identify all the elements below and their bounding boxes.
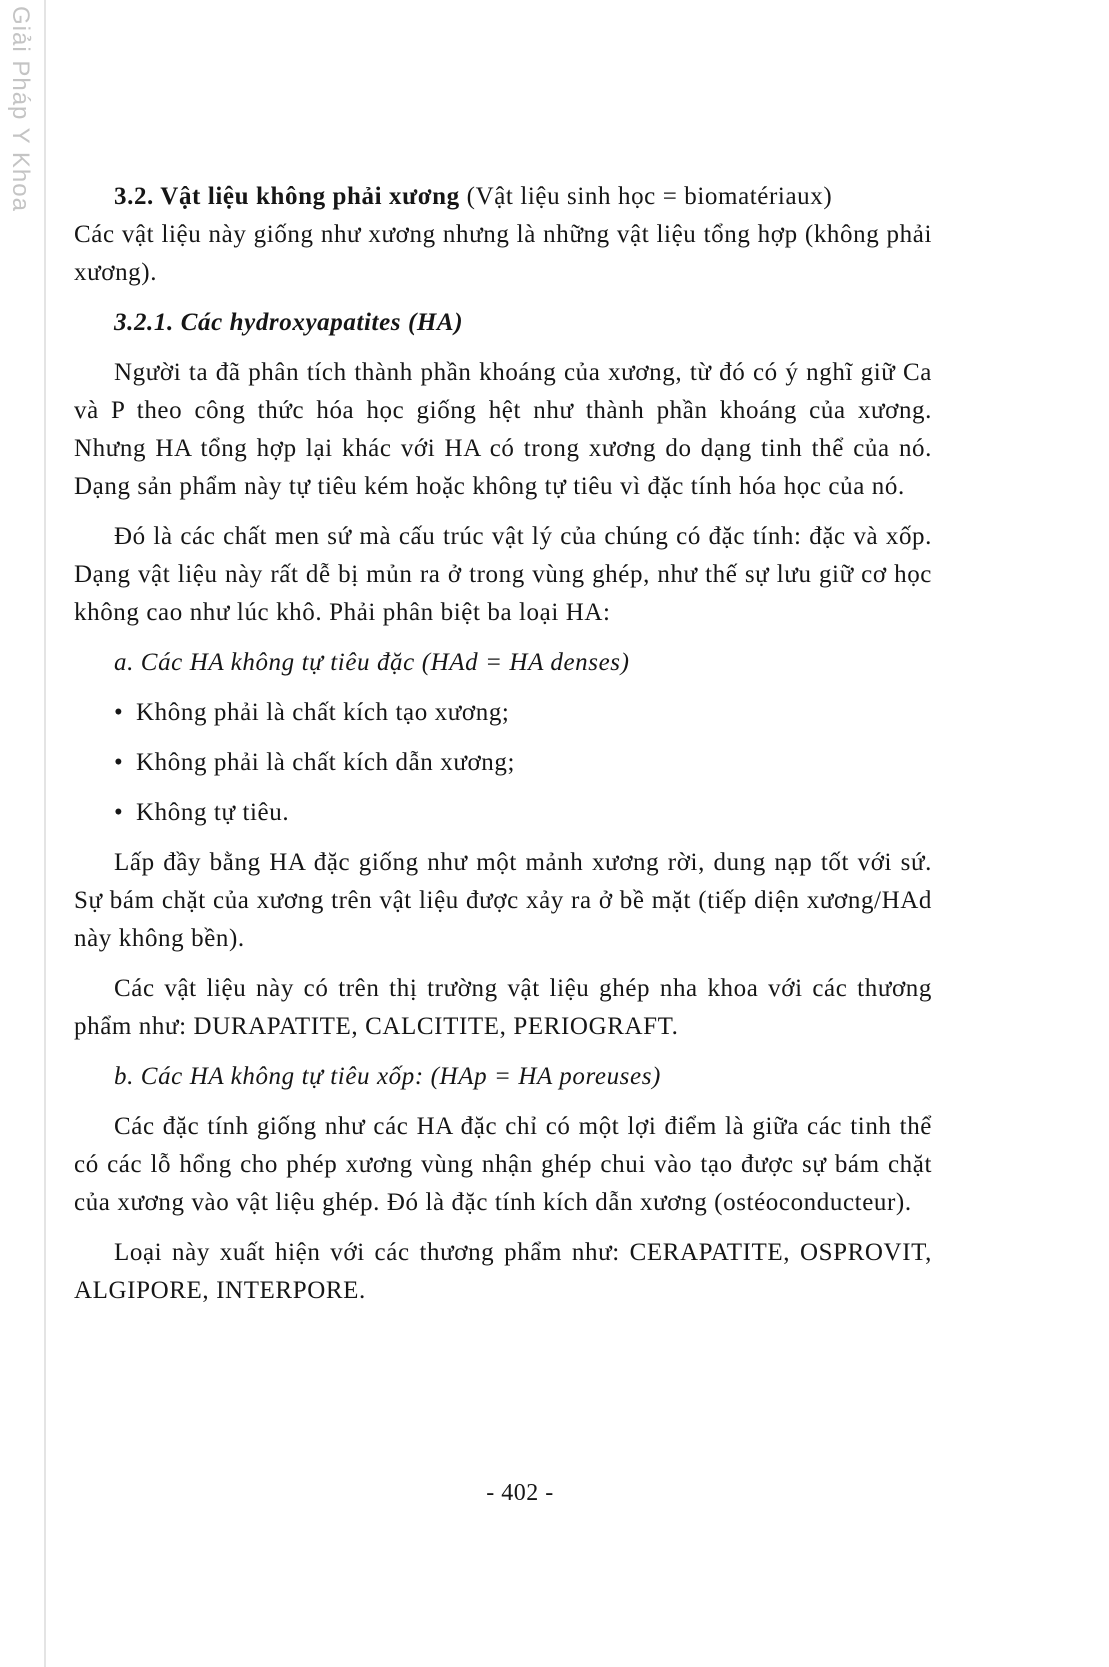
section-intro: Các vật liệu này giống như xương nhưng là những vật liệu tổng hợp (không phải xương). — [74, 221, 932, 286]
bullet-icon: • — [114, 749, 124, 776]
watermark-text: Giải Pháp Y Khoa — [7, 6, 34, 212]
bullet-item — [74, 794, 932, 832]
paragraph: Người ta đã phân tích thành phần khoáng của xương, từ đó có ý nghĩ giữ Ca và P theo công thức hóa học giống hệt như thành phần khoáng của xương. Nhưng HA tổng hợp lại khác với HA có trong xương do dạng tinh thể của nó. Dạng sản phẩm này tự tiêu kém hoặc không tự tiêu vì đặc tính hóa học của nó. — [74, 359, 932, 500]
paragraph: Loại này xuất hiện với các thương phẩm như: CERAPATITE, OSPROVIT, ALGIPORE, INTERPORE. — [74, 1239, 932, 1304]
section-title-note: (Vật liệu sinh học = biomatériaux) — [459, 183, 833, 210]
page-number: - 402 - — [486, 1480, 554, 1506]
paragraph: Đó là các chất men sứ mà cấu trúc vật lý của chúng có đặc tính: đặc và xốp. Dạng vật liệu này rất dễ bị mủn ra ở trong vùng ghép, như thế sự lưu giữ cơ học không cao như lúc khô. Phải phân biệt ba loại HA: — [74, 523, 932, 626]
page-edge-divider — [44, 0, 46, 1667]
section-title: 3.2. Vật liệu không phải xương — [114, 183, 460, 210]
type-b-heading: b. Các HA không tự tiêu xốp: (HAp = HA poreuses) — [114, 1063, 661, 1090]
bullet-item — [74, 694, 932, 732]
paragraph: Các đặc tính giống như các HA đặc chỉ có một lợi điểm là giữa các tinh thể có các lỗ hổng cho phép xương vùng nhận ghép chui vào tạo được sự bám chặt của xương vào vật liệu ghép. Đó là đặc tính kích dẫn xương (ostéoconducteur). — [74, 1113, 932, 1216]
bullet-text: Không phải là chất kích dẫn xương; — [136, 749, 516, 776]
paragraph: Các vật liệu này có trên thị trường vật liệu ghép nha khoa với các thương phẩm như: DURAPATITE, CALCITITE, PERIOGRAFT. — [74, 975, 932, 1040]
bullet-icon: • — [114, 699, 124, 726]
bullet-icon: • — [114, 799, 124, 826]
page-body — [74, 178, 932, 1310]
bullet-text: Không tự tiêu. — [136, 799, 290, 826]
type-a-heading: a. Các HA không tự tiêu đặc (HAd = HA denses) — [114, 649, 630, 676]
bullet-item — [74, 744, 932, 782]
section-heading — [74, 178, 932, 216]
subsection-title: 3.2.1. Các hydroxyapatites (HA) — [114, 309, 464, 336]
paragraph: Lấp đầy bằng HA đặc giống như một mảnh xương rời, dung nạp tốt với sứ. Sự bám chặt của xương trên vật liệu được xảy ra ở bề mặt (tiếp diện xương/HAd này không bền). — [74, 849, 932, 952]
bullet-text: Không phải là chất kích tạo xương; — [136, 699, 510, 726]
